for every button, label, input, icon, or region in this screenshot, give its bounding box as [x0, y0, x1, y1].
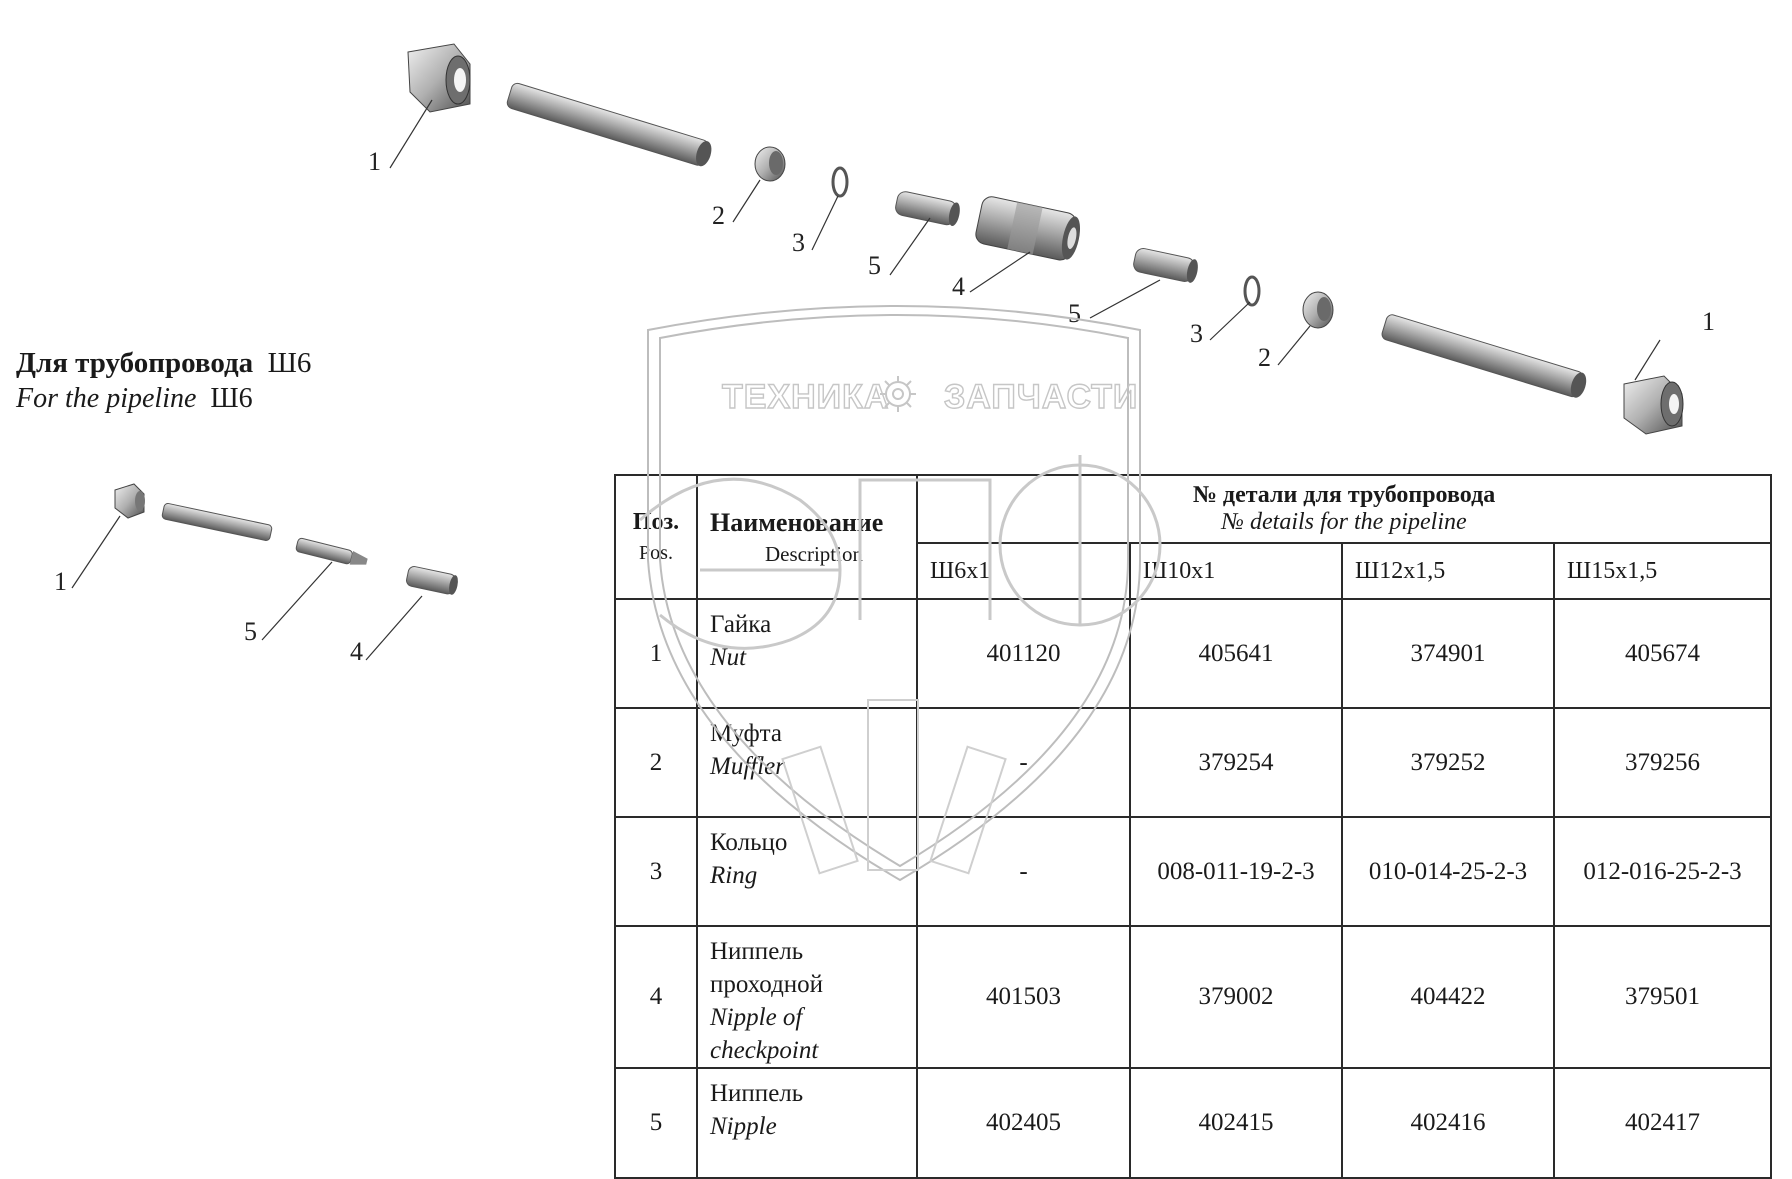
- callout-4: 4: [952, 272, 965, 301]
- row-value: -: [917, 708, 1130, 817]
- row-value: 379254: [1130, 708, 1342, 817]
- top-nut-right: [1624, 376, 1683, 434]
- table-row: [615, 708, 1771, 817]
- callout-5: 5: [1068, 299, 1081, 328]
- top-tube-right: [1381, 313, 1589, 399]
- header-size-6: Ш6х1: [917, 543, 1130, 599]
- row-value: 379256: [1554, 708, 1771, 817]
- header-size-10: Ш10х1: [1130, 543, 1342, 599]
- header-part-numbers: № детали для трубопровода № details for the pipeline: [917, 475, 1771, 543]
- row-value: 402417: [1554, 1068, 1771, 1178]
- callout-2: 2: [712, 201, 725, 230]
- row-value: 012-016-25-2-3: [1554, 817, 1771, 926]
- callout-3: 3: [1190, 319, 1203, 348]
- watermark-word-right: ЗАПЧАСТИ: [944, 378, 1139, 416]
- top-muffler-right: [1303, 292, 1333, 328]
- subtitle-en: For the pipeline Ш6: [16, 383, 253, 414]
- row-value: 379002: [1130, 926, 1342, 1068]
- callout-1: 1: [368, 147, 381, 176]
- table-row: [615, 926, 1771, 1068]
- header-pos: Поз. Pos.: [615, 475, 697, 599]
- top-callouts: [368, 147, 1715, 372]
- header-size-15: Ш15х1,5: [1554, 543, 1771, 599]
- row-value: 010-014-25-2-3: [1342, 817, 1554, 926]
- top-tube-left: [506, 82, 714, 168]
- watermark-letters-text: ЭПФ: [0, 0, 3, 1]
- table-row: [615, 1068, 1771, 1178]
- subtitle-ru: Для трубопровода Ш6: [16, 347, 312, 379]
- row-pos: 2: [615, 708, 697, 817]
- row-pos: 5: [615, 1068, 697, 1178]
- row-pos: 3: [615, 817, 697, 926]
- row-name: Кольцо Ring: [697, 817, 917, 926]
- left-nut: [115, 484, 145, 518]
- row-name: Ниппель Nipple: [697, 1068, 917, 1178]
- row-name: Ниппель проходной Nipple of checkpoint: [697, 926, 917, 1068]
- row-value: 402405: [917, 1068, 1130, 1178]
- row-value: 379252: [1342, 708, 1554, 817]
- top-nut-left: [408, 44, 470, 112]
- watermark-word-left: ТЕХНИКА: [722, 378, 890, 416]
- callout-4: 4: [350, 637, 363, 666]
- top-ring-left: [833, 168, 847, 196]
- row-value: 379501: [1554, 926, 1771, 1068]
- row-pos: 1: [615, 599, 697, 708]
- row-value: 405674: [1554, 599, 1771, 708]
- callout-1: 1: [54, 567, 67, 596]
- row-value: -: [917, 817, 1130, 926]
- header-description: Наименование Description: [697, 475, 917, 599]
- row-value: 401120: [917, 599, 1130, 708]
- table-row: [615, 817, 1771, 926]
- row-value: 401503: [917, 926, 1130, 1068]
- left-passage-nipple: [405, 565, 459, 595]
- parts-table: [614, 474, 1772, 1179]
- row-pos: 4: [615, 926, 697, 1068]
- callout-5: 5: [868, 251, 881, 280]
- row-value: 008-011-19-2-3: [1130, 817, 1342, 926]
- left-nipple: [295, 537, 368, 568]
- pipeline-subtitle: [16, 345, 311, 417]
- row-name: Муфта Muffler: [697, 708, 917, 817]
- table-row: [615, 599, 1771, 708]
- callout-2: 2: [1258, 343, 1271, 372]
- callout-3: 3: [792, 228, 805, 257]
- row-value: 402416: [1342, 1068, 1554, 1178]
- header-size-12: Ш12х1,5: [1342, 543, 1554, 599]
- row-name: Гайка Nut: [697, 599, 917, 708]
- row-value: 402415: [1130, 1068, 1342, 1178]
- row-value: 405641: [1130, 599, 1342, 708]
- top-muffler-left: [755, 147, 785, 181]
- left-callouts: [54, 567, 363, 666]
- top-ring-right: [1245, 277, 1259, 305]
- callout-5: 5: [244, 617, 257, 646]
- row-value: 374901: [1342, 599, 1554, 708]
- row-value: 404422: [1342, 926, 1554, 1068]
- callout-1: 1: [1702, 307, 1715, 336]
- left-tube: [162, 503, 273, 542]
- top-nipple-right: [1132, 247, 1200, 284]
